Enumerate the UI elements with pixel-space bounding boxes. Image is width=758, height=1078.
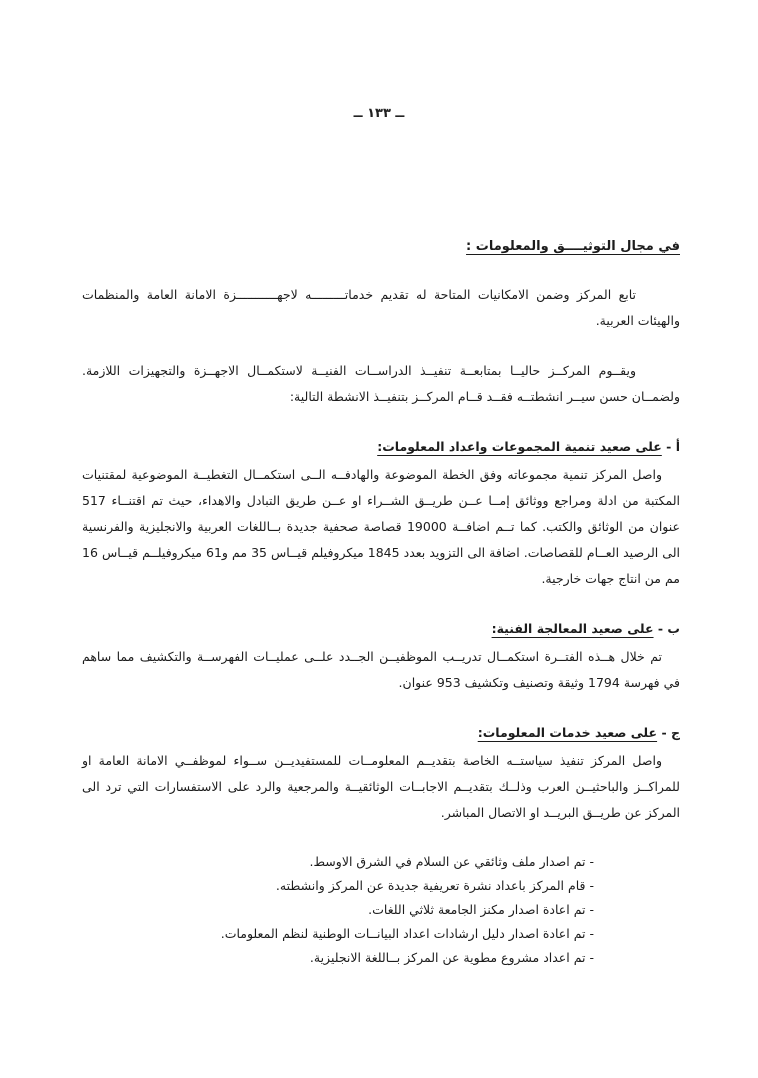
bullet-item-5: - تم اعداد مشروع مطوية عن المركز بــاللغة الانجليزية. xyxy=(309,950,594,965)
section-b-heading-text: على صعيد المعالجة الفنية: xyxy=(491,621,654,636)
section-a-heading xyxy=(82,434,680,460)
section-a-letter: أ - xyxy=(666,439,680,454)
section-b xyxy=(82,616,680,696)
section-b-letter: ب - xyxy=(657,621,680,636)
section-a-heading-text: على صعيد تنمية المجموعات واعداد المعلومات: xyxy=(377,439,662,454)
section-b-body: تم خلال هــذه الفتــرة استكمــال تدريــب الموظفيــن الجــدد علــى عمليــات الفهرســة والتكشيف مما ساهم في فهرسة 1794 وثيقة وتصنيف وتكشيف 953 عنوان. xyxy=(82,649,680,690)
section-c-heading xyxy=(82,720,680,746)
section-a xyxy=(82,434,680,592)
page-number: ــ ١٣٣ ــ xyxy=(353,106,405,121)
bullet-item-1: - تم اصدار ملف وثائقي عن السلام في الشرق الاوسط. xyxy=(309,854,594,869)
document-title: في مجال التوثيــــق والمعلومات : xyxy=(466,239,680,254)
bullet-item-2: - قام المركز باعداد نشرة تعريفية جديدة عن المركز وانشطته. xyxy=(275,878,594,893)
section-b-heading xyxy=(82,616,680,642)
intro-paragraph-1: تابع المركز وضمن الامكانيات المتاحة له تقديم خدماتـــــــــه لاجهـــــــــــزة الامانة العامة والمنظمات والهيئات العربية. xyxy=(82,287,680,328)
section-c-letter: ج - xyxy=(661,725,680,740)
bullet-list xyxy=(82,850,680,970)
bullet-item-4: - تم اعادة اصدار دليل ارشادات اعداد البيانــات الوطنية لنظم المعلومات. xyxy=(220,926,594,941)
section-c xyxy=(82,720,680,826)
intro-paragraph-2: ويقــوم المركــز حاليــا بمتابعــة تنفيــذ الدراســات الفنيــة لاستكمــال الاجهــزة والتجهيزات اللازمة. ولضمــان حسن سيــر انشطتــه فقــد قــام المركــز بتنفيــذ الانشطة التالية: xyxy=(82,363,680,404)
bullet-item-3: - تم اعادة اصدار مكنز الجامعة ثلاثي اللغات. xyxy=(368,902,594,917)
document-content xyxy=(82,234,680,970)
section-c-body: واصل المركز تنفيذ سياستــه الخاصة بتقديــم المعلومــات للمستفيديــن ســواء لموظفــي الامانة العامة او للمراكــز والباحثيــن العرب وذلــك بتقديــم الاجابــات الوثائقيــة والمرجعية والرد على الاستفسارات التي ترد الى المركز عن طريــق البريــد او الاتصال المباشر. xyxy=(82,753,680,820)
section-c-heading-text: على صعيد خدمات المعلومات: xyxy=(477,725,658,740)
section-a-body: واصل المركز تنمية مجموعاته وفق الخطة الموضوعة والهادفــه الــى استكمــال التغطيــة الموضوعية لمقتنيات المكتبة من ادلة ومراجع ووثائق إمــا عــن طريــق الشــراء او عــن طريق التبادل والاهداء، حيث تم اقتنــاء 517 عنوان من الوثائق والكتب. كما تــم اضافــة 19000 قصاصة صحفية جديدة بــاللغات العربية والانجليزية والفرنسية الى الرصيد العــام للقصاصات. اضافة الى التزويد بعدد 1845 ميكروفيلم قيــاس 35 مم و61 ميكروفيلــم قيــاس 16 مم من انتاج جهات خارجية. xyxy=(82,467,680,586)
